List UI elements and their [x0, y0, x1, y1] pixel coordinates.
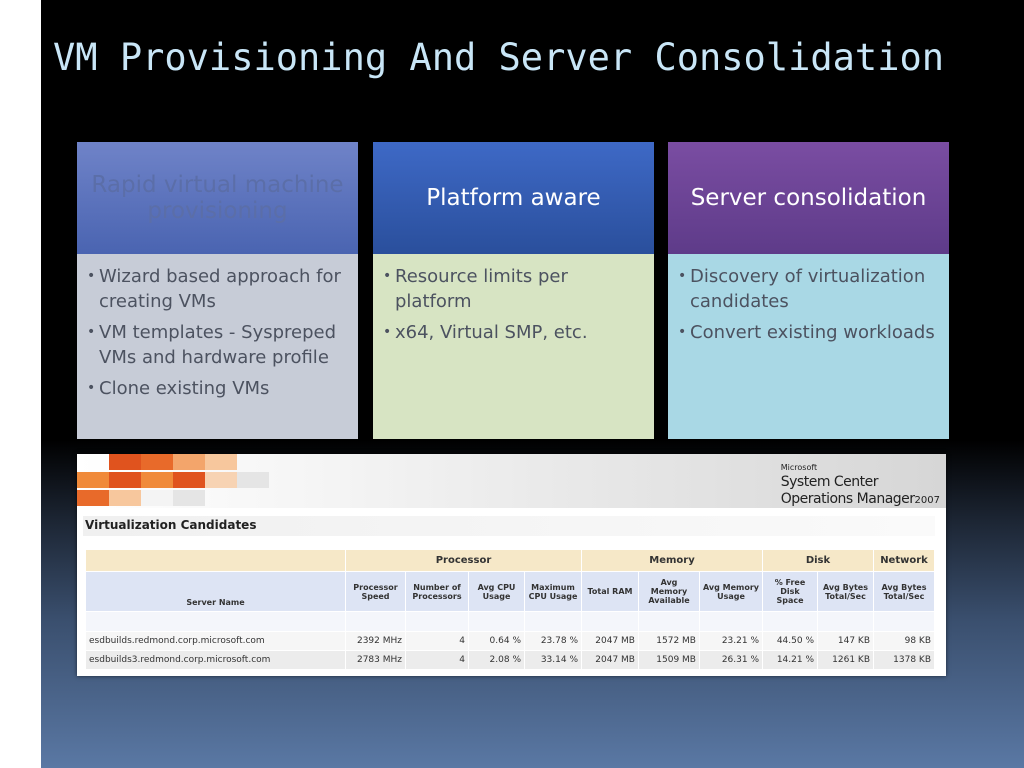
- header-banner: [77, 454, 946, 508]
- vendor-label: Microsoft: [780, 463, 818, 472]
- column-header: Avg Bytes Total/Sec: [818, 572, 874, 612]
- column-header: Total RAM: [582, 572, 639, 612]
- spacer-cell: [874, 612, 935, 632]
- table-cell: 98 KB: [874, 632, 935, 651]
- table-cell: 0.64 %: [469, 632, 525, 651]
- column-header: Maximum CPU Usage: [525, 572, 582, 612]
- table-cell: 2783 MHz: [346, 651, 406, 670]
- bullet-item: • Clone existing VMs: [87, 376, 348, 401]
- column-header: Number of Processors: [406, 572, 469, 612]
- spacer-cell: [469, 612, 525, 632]
- column-header: % Free Disk Space: [763, 572, 818, 612]
- product-line2: Operations Manager: [780, 491, 915, 507]
- card-rapid-provisioning: [77, 142, 358, 439]
- decor-square: [109, 490, 141, 506]
- spacer-cell: [525, 612, 582, 632]
- card-heading: Rapid virtual machine provisioning: [77, 142, 358, 254]
- card-body: [668, 254, 949, 439]
- table-cell: 4: [406, 651, 469, 670]
- table-cell: 1509 MB: [639, 651, 700, 670]
- column-header: Server Name: [86, 572, 346, 612]
- group-header-memory: Memory: [582, 550, 763, 572]
- column-header: Avg Bytes Total/Sec: [874, 572, 935, 612]
- decor-square: [141, 472, 173, 488]
- table-cell: 1572 MB: [639, 632, 700, 651]
- spacer-cell: [763, 612, 818, 632]
- decor-square: [109, 454, 141, 470]
- card-body: [77, 254, 358, 439]
- section-title: Virtualization Candidates: [85, 518, 257, 532]
- product-year: 2007: [914, 495, 940, 506]
- decor-square: [77, 472, 109, 488]
- column-header: Processor Speed: [346, 572, 406, 612]
- table-cell: 33.14 %: [525, 651, 582, 670]
- product-line1: System Center: [780, 474, 879, 490]
- decor-square: [205, 454, 237, 470]
- table-cell: 23.78 %: [525, 632, 582, 651]
- slide-title: VM Provisioning And Server Consolidation: [53, 36, 945, 79]
- table-cell: 2392 MHz: [346, 632, 406, 651]
- group-header-network: Network: [874, 550, 935, 572]
- decor-square: [173, 472, 205, 488]
- card-body: [373, 254, 654, 439]
- spacer-cell: [346, 612, 406, 632]
- column-header: Avg Memory Available: [639, 572, 700, 612]
- decor-square: [173, 454, 205, 470]
- table-cell: 147 KB: [818, 632, 874, 651]
- bullet-item: • Wizard based approach for creating VMs: [87, 264, 348, 314]
- table-cell: esdbuilds.redmond.corp.microsoft.com: [86, 632, 346, 651]
- bullet-item: • VM templates - Syspreped VMs and hardware profile: [87, 320, 348, 370]
- table-cell: 1378 KB: [874, 651, 935, 670]
- decor-square: [173, 490, 205, 506]
- spacer-cell: [406, 612, 469, 632]
- column-header: Avg Memory Usage: [700, 572, 763, 612]
- table-row: [86, 632, 935, 651]
- card-heading: Server consolidation: [668, 142, 949, 254]
- table-cell: 14.21 %: [763, 651, 818, 670]
- decor-square: [77, 490, 109, 506]
- card-server-consolidation: [668, 142, 949, 439]
- decor-square: [141, 490, 173, 506]
- decor-square: [141, 454, 173, 470]
- table-cell: esdbuilds3.redmond.corp.microsoft.com: [86, 651, 346, 670]
- spacer-cell: [639, 612, 700, 632]
- table-cell: 44.50 %: [763, 632, 818, 651]
- spacer-cell: [818, 612, 874, 632]
- slide: [41, 0, 1024, 768]
- table-row: [86, 651, 935, 670]
- table-cell: 26.31 %: [700, 651, 763, 670]
- table-cell: 1261 KB: [818, 651, 874, 670]
- spacer-cell: [582, 612, 639, 632]
- group-header-processor: Processor: [346, 550, 582, 572]
- spacer-cell: [86, 612, 346, 632]
- decor-square: [109, 472, 141, 488]
- decor-square: [205, 472, 237, 488]
- bullet-item: • Resource limits per platform: [383, 264, 644, 314]
- product-logo: [781, 460, 940, 508]
- candidates-table: [85, 549, 935, 670]
- bullet-item: • Convert existing workloads: [678, 320, 939, 345]
- table-cell: 4: [406, 632, 469, 651]
- spacer-cell: [700, 612, 763, 632]
- group-header-disk: Disk: [763, 550, 874, 572]
- card-platform-aware: [373, 142, 654, 439]
- bullet-item: • x64, Virtual SMP, etc.: [383, 320, 644, 345]
- decor-square: [237, 472, 269, 488]
- table-cell: 2047 MB: [582, 632, 639, 651]
- card-heading: Platform aware: [373, 142, 654, 254]
- bullet-item: • Discovery of virtualization candidates: [678, 264, 939, 314]
- table-cell: 23.21 %: [700, 632, 763, 651]
- table-cell: 2.08 %: [469, 651, 525, 670]
- embedded-screenshot: [77, 454, 946, 676]
- table-cell: 2047 MB: [582, 651, 639, 670]
- group-header-blank: [86, 550, 346, 572]
- column-header: Avg CPU Usage: [469, 572, 525, 612]
